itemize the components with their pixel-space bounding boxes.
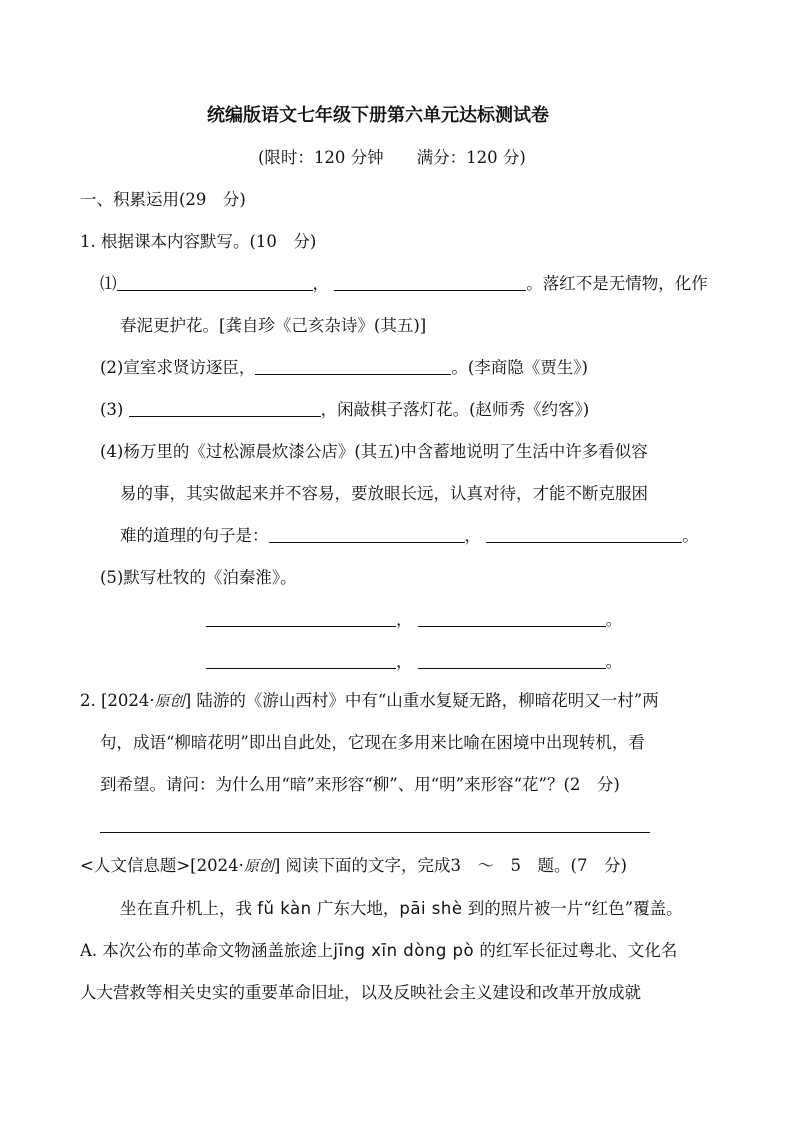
passage-line2 xyxy=(80,940,677,962)
q1-part5-end: 。 xyxy=(605,652,623,671)
section-heading: 一、积累运用(29 分) xyxy=(80,190,246,209)
pinyin-prompt: pāi shè xyxy=(399,899,463,918)
passage-text: 到的照片被一片“红色”覆盖。 xyxy=(467,899,683,918)
question-2-line1 xyxy=(80,690,659,712)
q1-part5-end: 。 xyxy=(605,610,623,629)
question-2-line3: 到希望。请问：为什么用“暗”来形容“柳”、用“明”来形容“花”？(2 分) xyxy=(100,775,620,794)
answer-blank[interactable] xyxy=(206,610,396,627)
q1-part5-line1 xyxy=(206,609,622,631)
q2-answer-line[interactable] xyxy=(100,832,650,833)
answer-blank[interactable] xyxy=(334,274,526,291)
passage-line3: 人大营救等相关史实的重要革命旧址，以及反映社会主义建设和改革开放成就 xyxy=(80,983,641,1002)
q1-part5-line2 xyxy=(206,651,622,673)
q1-part4-line3 xyxy=(120,525,699,547)
q1-part4-comma: ， xyxy=(464,526,481,545)
q2-text: ] 陆游的《游山西村》中有“山重水复疑无路，柳暗花明又一村”两 xyxy=(184,691,659,710)
q1-part5-comma: ， xyxy=(396,610,413,629)
exam-subtitle: (限时：120 分钟 满分：120 分) xyxy=(258,148,526,167)
q1-part4-end: 。 xyxy=(682,526,699,545)
q1-part5-comma: ， xyxy=(396,652,413,671)
q1-part4-line1: (4)杨万里的《过松源晨炊漆公店》(其五)中含蓄地说明了生活中许多看似容 xyxy=(100,442,648,461)
passage-line1 xyxy=(120,898,683,920)
answer-blank[interactable] xyxy=(418,652,606,669)
q1-part2-tail: 。(李商隐《贾生》) xyxy=(451,358,588,377)
info-head: <人文信息题>[2024· xyxy=(80,856,244,875)
q1-part1-comma: ， xyxy=(312,274,329,293)
info-source-tag: 原创 xyxy=(243,857,274,875)
q1-part3-tail: ，闲敲棋子落灯花。(赵师秀《约客》) xyxy=(320,400,590,419)
question-1-stem: 1. 根据课本内容默写。(10 分) xyxy=(80,232,317,251)
q1-part1-number: ⑴ xyxy=(100,274,117,293)
q2-source-tag: 原创 xyxy=(154,692,185,710)
info-text: ] 阅读下面的文字，完成3 ～ 5 题。(7 分) xyxy=(273,856,627,875)
passage-text: 广东大地， xyxy=(316,899,400,918)
q1-part4-prompt: 难的道理的句子是： xyxy=(120,526,269,545)
answer-blank[interactable] xyxy=(117,274,313,291)
q1-part1-continued: 春泥更护花。[龚自珍《己亥杂诗》(其五)] xyxy=(120,316,427,335)
q1-part2-head: (2)宣室求贤访逐臣， xyxy=(100,358,256,377)
answer-blank[interactable] xyxy=(269,526,465,543)
passage-text: 坐在直升机上，我 xyxy=(120,899,252,918)
q2-number: 2. [2024· xyxy=(80,691,155,710)
question-2-line2: 句，成语“柳暗花明”即出自此处，它现在多用来比喻在困境中出现转机，看 xyxy=(100,733,645,752)
q1-part3 xyxy=(100,399,589,421)
pinyin-prompt: jīng xīn dòng pò xyxy=(333,941,475,960)
answer-blank[interactable] xyxy=(418,610,606,627)
answer-blank[interactable] xyxy=(206,652,396,669)
q1-part5: (5)默写杜牧的《泊秦淮》。 xyxy=(100,568,297,587)
exam-title: 统编版语文七年级下册第六单元达标测试卷 xyxy=(207,105,549,126)
answer-blank[interactable] xyxy=(255,358,451,375)
passage-text: 的红军长征过粤北、文化名 xyxy=(479,941,678,960)
q1-part1-tail: 。落红不是无情物，化作 xyxy=(526,274,708,293)
answer-blank[interactable] xyxy=(129,400,321,417)
answer-blank[interactable] xyxy=(486,526,682,543)
pinyin-prompt: fǔ kàn xyxy=(257,899,312,918)
q1-part3-head: (3) xyxy=(100,400,124,419)
q1-part1 xyxy=(100,273,708,295)
info-question-heading xyxy=(80,855,627,877)
q1-part4-line2: 易的事，其实做起来并不容易，要放眼长远，认真对待，才能不断克服困 xyxy=(120,484,648,503)
q1-part2 xyxy=(100,357,588,379)
passage-text: A. 本次公布的革命文物涵盖旅途上 xyxy=(80,941,334,960)
